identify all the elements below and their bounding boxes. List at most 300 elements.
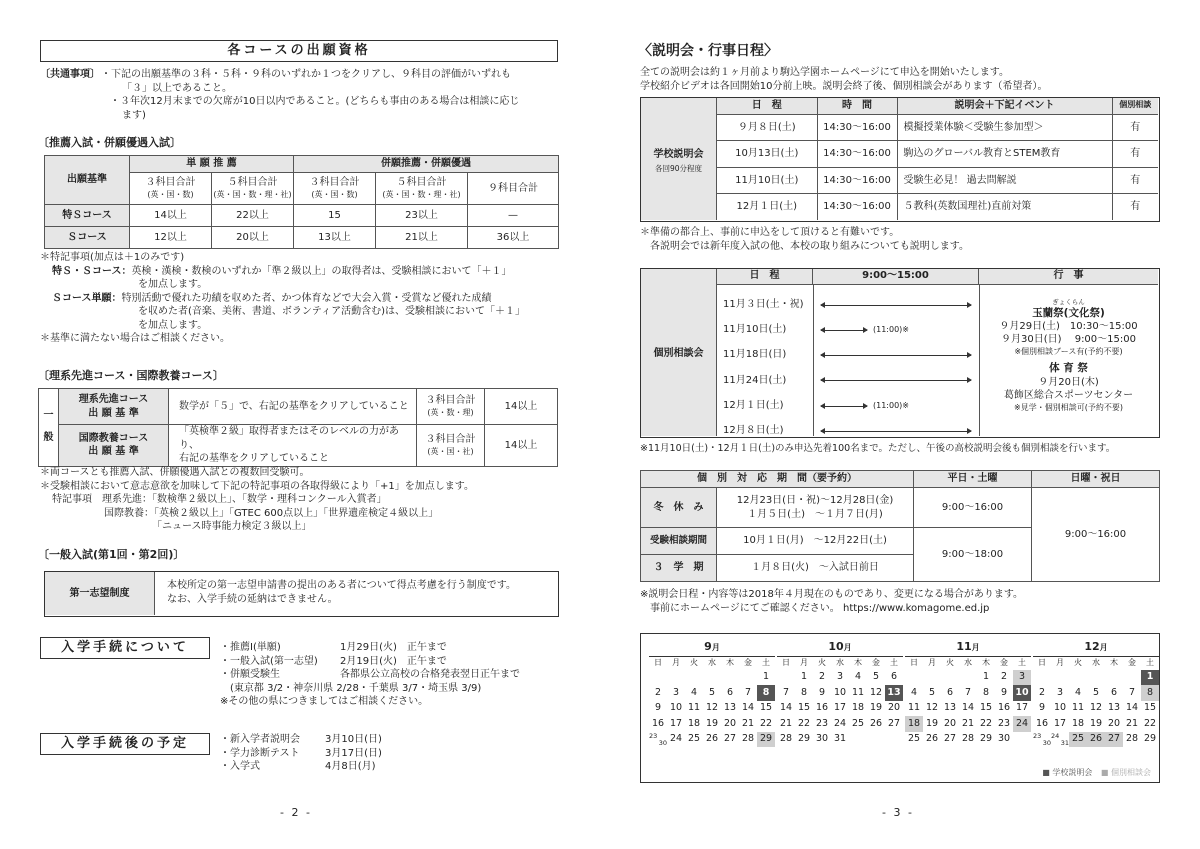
tangan-header: 単 願 推 薦 [130, 156, 294, 173]
calendar-day: 23 30 [649, 731, 667, 747]
calendar-day: 29 [757, 732, 775, 748]
table-cell: 36以上 [468, 227, 559, 249]
setsumei-label: 学校説明会 [653, 149, 704, 160]
calendar-day: 15 [797, 702, 811, 714]
special-note-3: ＊基準に満たない場合はご相談ください。 [40, 333, 230, 344]
table-row [641, 488, 1160, 528]
calendar-day: 10 [1053, 702, 1067, 714]
calendar-day: 15 [1143, 702, 1157, 714]
calendar-day: 21 [779, 717, 793, 729]
calendar-day: 25 [851, 717, 865, 729]
table-cell: ５教科(英数国理社)直前対策 [897, 194, 1112, 221]
calendar-day: 6 [890, 671, 898, 683]
short-time-label: (11:00)※ [873, 401, 909, 410]
calendar-day: 26 [869, 717, 883, 729]
calendar-day: 29 [979, 733, 993, 745]
table-cell: 13以上 [294, 227, 376, 249]
weekday-label: 火 [818, 658, 826, 668]
table-cell: 14:30〜16:00 [817, 194, 897, 221]
table-cell: 受験生必見！ 過去問解説 [897, 167, 1112, 194]
time-arrow-short [821, 406, 867, 407]
sport-date: ９月20日(木) [1038, 376, 1099, 388]
calendar-day: 10 [833, 686, 847, 698]
rikei-note-3: 特記事項 理系先進：「数検準２級以上」、「数学・理科コンクール入賞者」 [52, 494, 387, 505]
calendar-day [667, 670, 685, 686]
calendar-day: 27 [1105, 732, 1123, 748]
table-cell: 12月１日(土) [717, 194, 817, 221]
intro-line-2: 学校紹介ビデオは各回開始10分前上映。説明会終了後、個別相談会があります（希望者）。 [640, 80, 1048, 92]
weekday-label: 火 [690, 658, 698, 668]
special-note-0: ＊特記事項(加点は＋1のみです) [40, 252, 185, 263]
table-cell: 14以上 [130, 205, 212, 227]
calendar-day: 5 [872, 671, 880, 683]
ippan-side-label: 一 般 [39, 389, 59, 467]
table-cell: 有 [1112, 141, 1158, 168]
special-note-1a: 英検・漢検・数検のいずれか「準２級以上」の取得者は、受験相談において「＋１」 [131, 265, 512, 277]
calendar-day: 13 [943, 702, 957, 714]
calendar-day: 9 [818, 686, 826, 698]
table-cell: 20以上 [212, 227, 294, 249]
calendar-day: 13 [885, 685, 903, 701]
rikei-course-name: 理系先進コース 出 願 基 準 [59, 389, 169, 425]
calendar-day: 19 [705, 717, 719, 729]
fest-date-1: ９月29日(土) 10:30〜15:00 [999, 320, 1138, 332]
kobetsu-events [979, 299, 1158, 413]
calendar-day [1087, 670, 1105, 686]
weekday-label: 水 [1092, 658, 1100, 668]
kokusai-value: 14以上 [485, 425, 558, 467]
table-cell: — [468, 205, 559, 227]
calendar-day [923, 670, 941, 686]
common-line-1: ・下記の出願基準の３科・５科・９科のいずれか１つをクリアし、９科目の評価がいずれも [101, 69, 511, 80]
calendar-day: 17 [669, 717, 683, 729]
rikei-desc: 数学が「５」で、右記の基準をクリアしていること [169, 389, 417, 425]
calendar-day: 9 [1038, 702, 1046, 714]
setsumei-note-1: ＊準備の都合上、事前に申込をして頂けると有難いです。 [640, 227, 900, 238]
tetsuzuki-date: 各都県公立高校の合格発表翌日正午まで [340, 669, 520, 680]
col-5subj-tangan: ５科目合計 (英・国・数・理・社) [212, 173, 294, 205]
calendar-day: 27 [943, 733, 957, 745]
calendar-grid [649, 658, 775, 748]
calendar-day [1069, 670, 1087, 686]
calendar-day: 21 [1125, 717, 1139, 729]
calendar-day: 11 [687, 702, 701, 714]
calendar-day: 31 [833, 733, 847, 745]
course-name: Ｓコース [45, 227, 130, 249]
page-number-right: - 3 - [882, 806, 914, 820]
time-arrow [821, 305, 971, 306]
calendar-day: 24 [833, 717, 847, 729]
calendar-day [777, 670, 795, 686]
period-label: 冬 休 み [641, 488, 717, 528]
table-cell: 12以上 [130, 227, 212, 249]
weekday-label: 土 [1146, 658, 1154, 668]
common-line-2: 「３」以上であること。 [122, 82, 232, 94]
kobetsu-date: 11月３日(土・祝) [723, 299, 804, 310]
table-cell: 22以上 [212, 205, 294, 227]
col-event: 説明会＋下記イベント [897, 98, 1112, 114]
tetsuzuki-item: ・一般入試(第一志望) [220, 655, 318, 667]
calendar-day: 14 [779, 702, 793, 714]
calendar-day [703, 670, 721, 686]
weekday-header: 平日・土曜 [914, 471, 1032, 488]
course-name: 特Ｓコース [45, 205, 130, 227]
weekday-label: 月 [672, 658, 680, 668]
kobetsu-dates [723, 292, 804, 443]
calendar-day: 11 [907, 702, 921, 714]
calendar-month-title: 11月 [956, 640, 980, 653]
kobetsu-label: 個別相談会 [653, 348, 704, 359]
calendar-day: 16 [651, 717, 665, 729]
calendar-day [1051, 670, 1069, 686]
holiday-header: 日曜・祝日 [1032, 471, 1160, 488]
page-number-left: - 2 - [280, 806, 312, 820]
table-cell: 10月13日(土) [717, 141, 817, 168]
page-right [600, 0, 1200, 849]
period-notes [640, 588, 1023, 615]
yotei-list [220, 733, 590, 774]
rikei-heading: 〔理系先進コース・国際教養コース〕 [38, 369, 224, 382]
calendar-day [905, 670, 923, 686]
calendar-day [1013, 732, 1031, 748]
calendar-day: 12 [1089, 702, 1103, 714]
calendar-day [685, 670, 703, 686]
weekday-label: 月 [1056, 658, 1064, 668]
table-cell: 11月10日(土) [717, 167, 817, 194]
calendar-day: 1 [762, 671, 770, 683]
calendar-day: 3 [836, 671, 844, 683]
tetsuzuki-title: 入学手続について [40, 637, 210, 659]
table-cell: 23以上 [376, 205, 468, 227]
weekday-label: 木 [1110, 658, 1118, 668]
calendar-day [867, 732, 885, 748]
calendar-day: 25 [1069, 732, 1087, 748]
calendar-day: 17 [833, 702, 847, 714]
time-arrow [821, 355, 971, 356]
calendar-day: 6 [726, 686, 734, 698]
calendar-day [739, 670, 757, 686]
calendar-day [849, 732, 867, 748]
setsumei-table [717, 98, 1158, 220]
calendar-day: 9 [1000, 686, 1008, 698]
rikei-value: 14以上 [485, 389, 558, 425]
calendar-day: 1 [982, 671, 990, 683]
calendar-day: 14 [741, 702, 755, 714]
ippan-box [44, 571, 559, 617]
calendar-day: 18 [687, 717, 701, 729]
kobetsu-col-date: 日 程 [717, 269, 813, 285]
calendar-day: 6 [1110, 686, 1118, 698]
weekday-label: 金 [1000, 658, 1008, 668]
calendar-day: 28 [779, 733, 793, 745]
calendar-day: 17 [1053, 717, 1067, 729]
rikei-table [38, 388, 558, 467]
calendar-day: 9 [654, 702, 662, 714]
schedule-title: 〈説明会・行事日程〉 [638, 43, 778, 59]
calendar-day: 10 [1013, 685, 1031, 701]
kobetsu-note: ※11月10日(土)・12月１日(土)のみ申込先着100名まで。ただし、午後の高校説明会後も個別相談を行います。 [640, 443, 1116, 454]
kokusai-desc: 「英検準２級」取得者またはそのレベルの力があり、 右記の基準をクリアしていること [169, 425, 417, 467]
yotei-title: 入学手続後の予定 [40, 733, 210, 755]
table-cell: 模擬授業体験＜受験生参加型＞ [897, 114, 1112, 141]
rikei-notes [40, 466, 570, 534]
page-title: 各コースの出願資格 [40, 40, 558, 62]
col-consult: 個別相談 [1112, 98, 1158, 114]
table-row [717, 167, 1158, 194]
rikei-note-1: ＊両コースとも推薦入試、併願優遇入試との複数回受験可。 [40, 467, 310, 478]
table-cell: 15 [294, 205, 376, 227]
calendar-day: 26 [705, 733, 719, 745]
calendar-day: 11 [851, 686, 865, 698]
calendar-day: 16 [1035, 717, 1049, 729]
calendar-day: 16 [815, 702, 829, 714]
calendar-day: 3 [672, 686, 680, 698]
weekday-label: 木 [982, 658, 990, 668]
kobetsu-date: 11月18日(日) [723, 349, 787, 361]
weekday-label: 金 [1128, 658, 1136, 668]
calendar-day: 22 [759, 717, 773, 729]
calendar-day: 25 [687, 733, 701, 745]
period-dates: １月８日(火) 〜入試日前日 [717, 555, 914, 582]
calendar-day: 11 [1071, 702, 1085, 714]
calendar-day: 5 [708, 686, 716, 698]
calendar-day: 29 [797, 733, 811, 745]
table-row [717, 141, 1158, 168]
table-cell: ９月８日(土) [717, 114, 817, 141]
calendar-month-10 [777, 640, 903, 747]
sport-note: ※見学・個別相談可(予約不要) [1014, 402, 1123, 412]
calendar-grid [905, 658, 1031, 748]
calendar-day: 12 [869, 686, 883, 698]
table-cell: 駒込のグローバル教育とSTEM教育 [897, 141, 1112, 168]
table-cell: 21以上 [376, 227, 468, 249]
period-note-2: 事前にホームページにてご確認ください。 https://www.komagome.ed.jp [650, 602, 990, 614]
calendar-day: 14 [1125, 702, 1139, 714]
special-note-2a: 特別活動で優れた功績を収めた者、かつ体育などで大会入賞・受賞など優れた成績 [121, 292, 492, 304]
calendar-legend [1042, 768, 1151, 779]
intro-line-1: 全ての説明会は約１ヶ月前より駒込学園ホームページにて申込を開始いたします。 [640, 67, 1009, 78]
weekday-label: 火 [1074, 658, 1082, 668]
calendar-day: 23 30 [1033, 731, 1051, 747]
kobetsu-date: 11月10日(土) [723, 324, 787, 336]
calendar-day: 24 [1013, 716, 1031, 732]
weekday-label: 土 [1018, 658, 1026, 668]
setsumei-sublabel: 各回90分程度 [654, 163, 703, 173]
special-note-2c: を加点します。 [138, 319, 208, 331]
calendar-day: 26 [925, 733, 939, 745]
rikei-subject: ３科目合計 (英・数・理) [417, 389, 485, 425]
yotei-date: 4月8日(月) [325, 761, 376, 772]
kobetsu-label-cell [641, 269, 717, 436]
calendar-day: 28 [741, 733, 755, 745]
ippan-label: 第一志望制度 [45, 572, 155, 615]
weekday-label: 金 [872, 658, 880, 668]
weekday-label: 月 [800, 658, 808, 668]
calendar-day: 12 [705, 702, 719, 714]
calendar-day: 27 [887, 717, 901, 729]
calendar-month-12 [1033, 640, 1159, 747]
calendar-day: 7 [1128, 686, 1136, 698]
rikei-note-2: ＊受験相談において意志意欲を加味して下記の特記事項の各取得級により「+1」を加点します。 [40, 480, 474, 492]
period-note-1: ※説明会日程・内容等は2018年４月現在のものであり、変更になる場合があります。 [640, 589, 1024, 600]
calendar-day: 19 [1089, 717, 1103, 729]
calendar-day [885, 732, 903, 748]
table-row [717, 194, 1158, 221]
special-note-1b: を加点します。 [138, 279, 208, 290]
rikei-note-4: 国際教養：「英検２級以上」「GTEC 600点以上」「世界遺産検定４級以上」 [104, 507, 439, 519]
setsumei-notes [640, 226, 969, 253]
kobetsu-date: 12月１日(土) [723, 399, 784, 411]
calendar-day: 7 [744, 686, 752, 698]
weekday-label: 水 [964, 658, 972, 668]
calendar-day: 13 [1107, 702, 1121, 714]
period-weekday: 9:00〜18:00 [914, 528, 1032, 582]
calendar-day: 8 [757, 685, 775, 701]
calendar-day [721, 670, 739, 686]
calendar-day: 4 [854, 671, 862, 683]
suisen-heading: 〔推薦入試・併願優遇入試〕 [38, 136, 181, 149]
calendar-month-title: 10月 [828, 640, 852, 653]
weekday-label: 日 [1038, 658, 1046, 668]
calendar-day: 19 [925, 717, 939, 729]
weekday-label: 火 [946, 658, 954, 668]
table-cell: 有 [1112, 167, 1158, 194]
calendar-day: 12 [925, 702, 939, 714]
calendar-day: 2 [654, 686, 662, 698]
tetsuzuki-date: 2月19日(火) 正午まで [340, 655, 447, 667]
weekday-label: 土 [890, 658, 898, 668]
period-dates: 12月23日(日・祝)〜12月28日(金) １月５日(土) 〜１月７日(月) [717, 488, 914, 528]
calendar-day: 20 [887, 702, 901, 714]
calendar-day: 2 [1000, 671, 1008, 683]
kobetsu-box [640, 268, 1160, 438]
calendar-day: 15 [979, 702, 993, 714]
calendar-day: 30 [815, 733, 829, 745]
period-label: ３ 学 期 [641, 555, 717, 582]
setsumei-label-cell [641, 98, 717, 220]
suisen-table [44, 155, 559, 249]
criteria-header: 出願基準 [45, 156, 130, 205]
col-3subj-tangan: ３科目合計 (英・国・数) [130, 173, 212, 205]
table-cell: 14:30〜16:00 [817, 114, 897, 141]
yotei-item: ・入学式 [220, 761, 260, 772]
calendar-day: 15 [759, 702, 773, 714]
calendar-day [1033, 670, 1051, 686]
calendar-day [1105, 670, 1123, 686]
calendar-day: 18 [905, 716, 923, 732]
calendar-day: 22 [979, 717, 993, 729]
special-note-label-1: 特Ｓ・Ｓコース： [52, 265, 132, 277]
calendar-day: 13 [723, 702, 737, 714]
common-line-4: ます) [122, 109, 146, 121]
table-row [45, 205, 559, 227]
kokusai-subject: ３科目合計 (英・国・社) [417, 425, 485, 467]
calendar-month-title: 12月 [1084, 640, 1108, 653]
calendar-day: 4 [690, 686, 698, 698]
weekday-label: 日 [654, 658, 662, 668]
tetsuzuki-note: ※その他の県につきましてはご相談ください。 [220, 696, 429, 707]
calendar-day [1123, 670, 1141, 686]
ippan-heading: 〔一般入試(第1回・第2回)〕 [38, 548, 185, 561]
calendar-day: 2 [1038, 686, 1046, 698]
calendar-day: 28 [961, 733, 975, 745]
col-time: 時 間 [817, 98, 897, 114]
col-3subj-heigan: ３科目合計 (英・国・数) [294, 173, 376, 205]
weekday-label: 木 [726, 658, 734, 668]
time-arrow [821, 431, 971, 432]
calendar-day: 22 [1143, 717, 1157, 729]
heigan-header: 併願推薦・併願優遇 [294, 156, 559, 173]
tetsuzuki-item: ・併願受験生 [220, 669, 280, 680]
table-cell: 有 [1112, 114, 1158, 141]
calendar-day: 23 [815, 717, 829, 729]
kobetsu-date: 12月８日(土) [723, 425, 784, 437]
calendar-day: 5 [928, 686, 936, 698]
weekday-label: 日 [910, 658, 918, 668]
calendar-day: 22 [797, 717, 811, 729]
calendar-day: 24 31 [1051, 731, 1069, 747]
table-cell: 14:30〜16:00 [817, 167, 897, 194]
calendar-day: 27 [723, 733, 737, 745]
calendar-day: 8 [800, 686, 808, 698]
sport-venue: 葛飾区総合スポーツセンター [1003, 390, 1134, 402]
tetsuzuki-list [220, 641, 590, 709]
calendar-day: 20 [943, 717, 957, 729]
calendar-month-9 [649, 640, 775, 747]
weekday-label: 水 [836, 658, 844, 668]
calendar-day: 30 [997, 733, 1011, 745]
yotei-date: 3月17日(日) [325, 747, 382, 759]
calendar-day: 4 [1074, 686, 1082, 698]
calendar-day [959, 670, 977, 686]
weekday-label: 木 [854, 658, 862, 668]
yotei-item: ・学力診断テスト [220, 747, 300, 759]
calendar-day: 8 [982, 686, 990, 698]
fest-note: ※個別相談ブース有(予約不要) [1014, 346, 1123, 356]
setsumei-box [640, 97, 1160, 222]
yotei-item: ・新入学者説明会 [220, 734, 300, 745]
table-row [717, 114, 1158, 141]
weekday-label: 金 [744, 658, 752, 668]
short-time-label: (11:00)※ [873, 325, 909, 334]
calendar-day: 29 [1143, 733, 1157, 745]
calendar-day: 25 [907, 733, 921, 745]
calendar-day: 17 [1015, 702, 1029, 714]
weekday-label: 水 [708, 658, 716, 668]
col-date: 日 程 [717, 98, 817, 114]
calendar-day: 19 [869, 702, 883, 714]
calendar-day: 14 [961, 702, 975, 714]
ippan-text-2: なお、入学手続の延納はできません。 [167, 593, 338, 605]
legend-school-session: ■ 学校説明会 [1042, 768, 1093, 778]
calendar-day: 2 [818, 671, 826, 683]
calendar-day: 16 [997, 702, 1011, 714]
calendar-day: 3 [1056, 686, 1064, 698]
period-table [640, 470, 1160, 582]
special-note-2b: を収めた者(音楽、美術、書道、ボランティア活動含む)は、受験相談において「＋１」 [138, 306, 526, 317]
table-row [45, 227, 559, 249]
common-line-3: ・３年次12月末までの欠席が10日以内であること。(どちらも事由のある場合は相談に応じ [110, 96, 520, 107]
table-cell: 14:30〜16:00 [817, 141, 897, 168]
period-weekday: 9:00〜16:00 [914, 488, 1032, 528]
fest-date-2: ９月30日(日) 9:00〜15:00 [1001, 334, 1136, 346]
col-9subj-heigan: ９科目合計 [468, 173, 559, 205]
kobetsu-col-event: 行 事 [979, 269, 1158, 285]
calendar-day: 1 [800, 671, 808, 683]
special-notes [40, 251, 570, 346]
yotei-date: 3月10日(日) [325, 734, 382, 745]
calendar-day: 18 [851, 702, 865, 714]
